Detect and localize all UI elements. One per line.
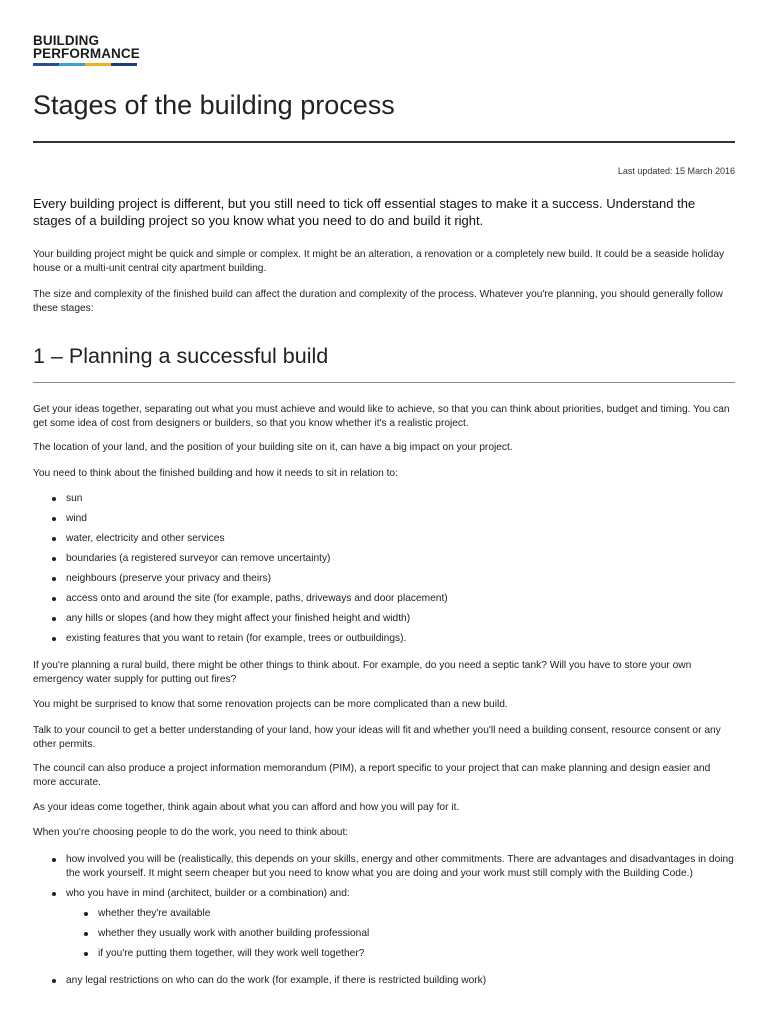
list-item: any legal restrictions on who can do the work (for example, if there is restricted building work): [33, 974, 735, 988]
list-item: water, electricity and other services: [33, 532, 735, 552]
intro-lead: Every building project is different, but you still need to tick off essential stages to make it a success. Understand the stages of a building project so you know what you need to do and build it right.: [33, 196, 696, 228]
planning-paragraph-5: You might be surprised to know that some renovation projects can be more complicated than a new build.: [33, 699, 508, 710]
planning-paragraph-3: You need to think about the finished building and how it needs to sit in relation to:: [33, 468, 398, 479]
planning-paragraph-2: The location of your land, and the position of your building site on it, can have a big impact on your project.: [33, 442, 513, 453]
building-performance-logo[interactable]: [33, 34, 140, 66]
list-item: how involved you will be (realistically, this depends on your skills, energy and other commitments. There are advantages and disadvantages in doing the work yourself. It might seem cheaper but you need to know what you are doing and your work must still comply with the Building Code.): [33, 853, 735, 881]
list-item: boundaries (a registered surveyor can remove uncertainty): [33, 552, 735, 572]
logo-line-2: PERFORMANCE: [33, 46, 140, 61]
intro-paragraph-2: The size and complexity of the finished build can affect the duration and complexity of the process. Whatever you're planning, you should generally follow these stages:: [33, 289, 723, 314]
list-item: neighbours (preserve your privacy and theirs): [33, 572, 735, 592]
sub-list-item: if you're putting them together, will they work well together?: [33, 947, 735, 961]
logo-color-bar: [33, 63, 137, 66]
planning-paragraph-9: When you're choosing people to do the work, you need to think about:: [33, 827, 349, 838]
intro-paragraph-1: Your building project might be quick and simple or complex. It might be an alteration, a renovation or a completely new build. It could be a seaside holiday house or a multi-unit central city apartment building.: [33, 249, 725, 274]
list-item: who you have in mind (architect, builder or a combination) and:: [33, 887, 735, 901]
last-updated: Last updated: 15 March 2016: [617, 166, 735, 176]
logo-line-1: BUILDING: [33, 33, 100, 48]
choosing-list: [33, 853, 735, 994]
section-1-heading: 1 – Planning a successful build: [33, 344, 329, 368]
list-item: wind: [33, 512, 735, 532]
list-item: access onto and around the site (for example, paths, driveways and door placement): [33, 592, 735, 612]
planning-paragraph-4: If you're planning a rural build, there might be other things to think about. For example, do you need a septic tank? Will you have to store your own emergency water supply for putting out fires?: [33, 660, 692, 685]
list-item: sun: [33, 492, 735, 512]
list-item: existing features that you want to retain (for example, trees or outbuildings).: [33, 632, 735, 652]
planning-paragraph-1: Get your ideas together, separating out what you must achieve and would like to achieve, so that you can think about priorities, budget and timing. You can get some idea of cost from designers or builders, so that you know whether it's a realistic project.: [33, 404, 730, 429]
section-1-divider: [33, 382, 735, 383]
planning-paragraph-6: Talk to your council to get a better understanding of your land, how your ideas will fit and whether you'll need a building consent, resource consent or any other permits.: [33, 725, 721, 750]
list-item: any hills or slopes (and how they might affect your finished height and width): [33, 612, 735, 632]
planning-paragraph-7: The council can also produce a project information memorandum (PIM), a report specific to your project that can make planning and design easier and more accurate.: [33, 763, 711, 788]
planning-paragraph-8: As your ideas come together, think again about what you can afford and how you will pay for it.: [33, 802, 460, 813]
page-title: Stages of the building process: [33, 90, 395, 120]
title-divider: [33, 141, 735, 143]
relation-list: [33, 492, 735, 652]
sub-list-item: whether they're available: [33, 907, 735, 921]
sub-list-item: whether they usually work with another building professional: [33, 927, 735, 941]
